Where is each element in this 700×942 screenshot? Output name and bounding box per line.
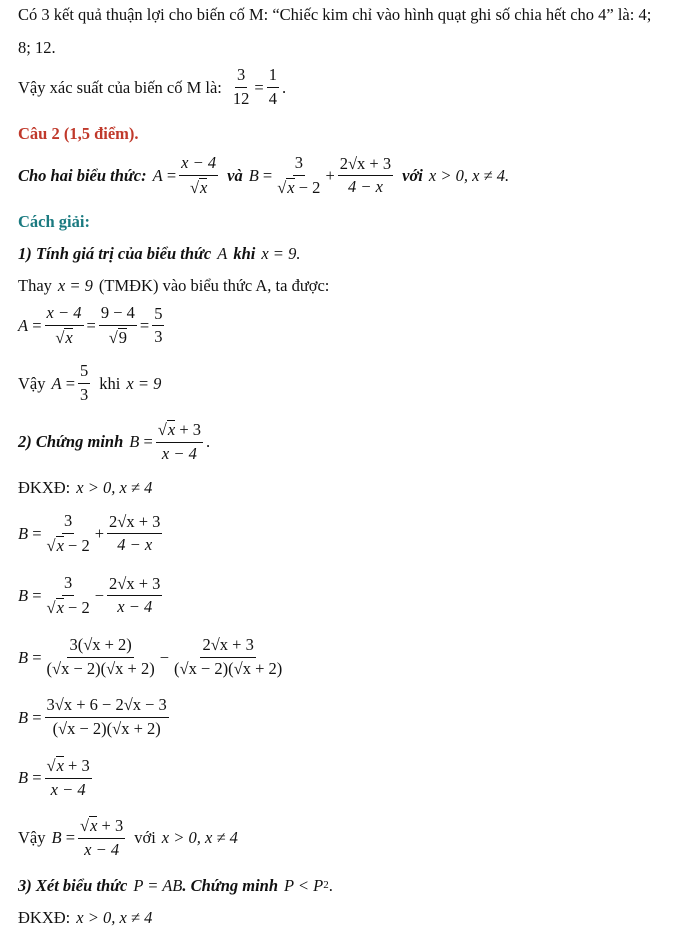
part2-title: 2) Chứng minh B = √ x + 3 x − 4 . xyxy=(18,420,211,463)
part3-dkxd: ĐKXĐ: x > 0, x ≠ 4 xyxy=(18,908,153,927)
part1-title: 1) Tính giá trị của biểu thức A khi x = 9. xyxy=(18,244,301,263)
part1-conclusion: Vậy A = $\frac{5}{3}$ khi x = 9 xyxy=(18,361,162,404)
part1-substitute: Thay x = 9 (TMĐK) vào biểu thức A, ta được: xyxy=(18,276,330,295)
part2-dkxd: ĐKXĐ: x > 0, x ≠ 4 xyxy=(18,478,153,497)
fraction: $\frac{3}{12}$ xyxy=(232,65,250,108)
given-expressions: Cho hai biểu thức: A = x − 4 √ x và B = 3 √ x − 2 + $\frac{2√x + 3}{4 - x}$ với x > 0, x ≠ 4. xyxy=(18,153,510,197)
intro-line-2: 8; 12. xyxy=(18,38,56,57)
part2-step4: B = $\frac{3√x + 6 - 2√x - 3}{(√x - 2)(√x + 2)}$ xyxy=(18,695,167,738)
part3-title: 3) Xét biểu thức P = AB . Chứng minh P < P 2 . xyxy=(18,876,333,895)
part1-equation: A = x − 4 √ x = 9 − 4 √ 9 = $\frac{5}{3}$ xyxy=(18,303,163,347)
question-title: Câu 2 (1,5 điểm). xyxy=(18,124,139,143)
part2-step5: B = √ x + 3 x − 4 xyxy=(18,756,90,799)
part2-step3: B = $\frac{3(√x + 2)}{(√x - 2)(√x + 2)}$ − $\frac{2√x + 3}{(√x - 2)(√x + 2)}$ xyxy=(18,635,283,678)
intro-line-1: Có 3 kết quả thuận lợi cho biến cố M: “Chiếc kim chỉ vào hình quạt ghi số chia hết cho 4” là: 4; xyxy=(18,5,652,24)
part2-step2: B = 3 √ x − 2 − $\frac{2√x + 3}{x - 4}$ xyxy=(18,573,161,617)
fraction: $\frac{1}{4}$ xyxy=(268,65,277,108)
solution-title: Cách giải: xyxy=(18,212,90,231)
intro-probability: Vậy xác suất của biến cố M là: $\frac{3}{12}$ = $\frac{1}{4}$ . xyxy=(18,65,287,108)
part2-step1: B = 3 √ x − 2 + $\frac{2√x + 3}{4 - x}$ xyxy=(18,511,161,555)
part2-conclusion: Vậy B = √ x + 3 x − 4 với x > 0, x ≠ 4 xyxy=(18,816,238,859)
